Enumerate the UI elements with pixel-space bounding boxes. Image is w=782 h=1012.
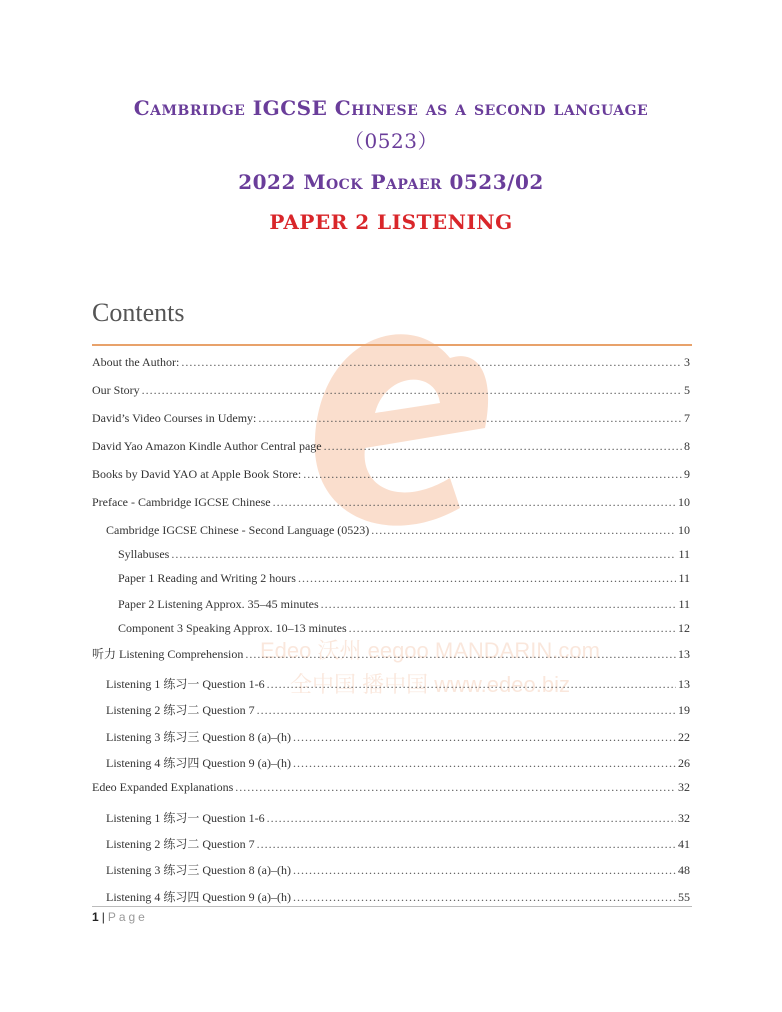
toc-entry-page: 7 xyxy=(684,411,690,425)
toc-entry-label: Edeo Expanded Explanations xyxy=(92,780,234,794)
toc-entry-page: 12 xyxy=(678,621,690,635)
toc-entry-label: Paper 2 Listening Approx. 35–45 minutes xyxy=(118,597,319,611)
toc-entry-page: 41 xyxy=(678,837,690,851)
toc-entry-label: Syllabuses xyxy=(118,547,170,561)
toc-entry-page: 26 xyxy=(678,756,690,770)
toc-entry-label: Cambridge IGCSE Chinese - Second Language (0523) xyxy=(106,523,370,537)
toc-entry-page: 22 xyxy=(678,730,690,744)
toc-leader-dots xyxy=(235,780,676,795)
toc-leader-dots xyxy=(142,383,682,398)
contents-heading: Contents xyxy=(92,298,185,327)
toc-leader-dots xyxy=(267,677,676,692)
toc-entry[interactable] xyxy=(106,754,690,771)
watermark-text-line1: Edeo 沃州 eegoo MANDARIN.com xyxy=(260,638,600,663)
toc-entry-label: Listening 4 练习四 Question 9 (a)–(h) xyxy=(106,890,291,904)
document-title: Cambridge IGCSE Chinese as a second language xyxy=(133,96,649,120)
toc-leader-dots xyxy=(267,811,676,826)
watermark-text-line2: 全中国 播中国 www.edeo.biz xyxy=(290,672,570,697)
toc-entry-page: 9 xyxy=(684,467,690,481)
toc-leader-dots xyxy=(371,523,676,538)
toc-entry-label: Listening 4 练习四 Question 9 (a)–(h) xyxy=(106,756,291,770)
page-footer xyxy=(92,906,692,924)
page-word: Page xyxy=(107,910,148,924)
toc-leader-dots xyxy=(257,703,676,718)
toc-leader-dots xyxy=(293,756,676,771)
paper-title: PAPER 2 LISTENING xyxy=(269,210,513,234)
toc-entry-label: Listening 2 练习二 Question 7 xyxy=(106,837,255,851)
toc-leader-dots xyxy=(181,355,682,370)
toc-leader-dots xyxy=(293,890,676,905)
contents-divider xyxy=(92,344,692,346)
toc-entry[interactable] xyxy=(118,621,690,636)
toc-entry[interactable] xyxy=(106,675,690,692)
toc-entry[interactable] xyxy=(106,835,690,852)
toc-leader-dots xyxy=(298,571,677,586)
toc-entry[interactable] xyxy=(118,597,690,612)
toc-leader-dots xyxy=(303,467,682,482)
footer-separator: | xyxy=(101,910,105,924)
toc-entry-label: Listening 2 练习二 Question 7 xyxy=(106,703,255,717)
toc-entry-page: 13 xyxy=(678,677,690,691)
toc-entry-label: Books by David YAO at Apple Book Store: xyxy=(92,467,302,481)
toc-entry-page: 10 xyxy=(678,523,690,537)
mock-paper-title: 2022 Mock Papaer 0523/02 xyxy=(238,170,544,194)
toc-entry-page: 48 xyxy=(678,863,690,877)
toc-entry-page: 3 xyxy=(684,355,690,369)
toc-leader-dots xyxy=(321,597,677,612)
toc-entry[interactable] xyxy=(92,411,690,426)
toc-entry[interactable] xyxy=(118,547,690,562)
toc-entry[interactable] xyxy=(92,495,690,510)
toc-entry-label: Listening 3 练习三 Question 8 (a)–(h) xyxy=(106,863,291,877)
toc-entry[interactable] xyxy=(92,780,690,795)
toc-entry-label: Our Story xyxy=(92,383,140,397)
toc-entry-page: 8 xyxy=(684,439,690,453)
toc-entry-label: Listening 3 练习三 Question 8 (a)–(h) xyxy=(106,730,291,744)
toc-entry[interactable] xyxy=(92,383,690,398)
toc-leader-dots xyxy=(293,863,676,878)
toc-leader-dots xyxy=(293,730,676,745)
toc-entry[interactable] xyxy=(106,861,690,878)
toc-leader-dots xyxy=(257,837,676,852)
toc-entry[interactable] xyxy=(106,728,690,745)
toc-entry-page: 11 xyxy=(678,597,690,611)
toc-entry-page: 32 xyxy=(678,780,690,794)
toc-entry-page: 11 xyxy=(678,547,690,561)
toc-entry[interactable] xyxy=(92,467,690,482)
toc-entry[interactable] xyxy=(92,439,690,454)
toc-entry-label: Listening 1 练习一 Question 1-6 xyxy=(106,811,265,825)
toc-entry-page: 32 xyxy=(678,811,690,825)
toc-entry-label: Preface - Cambridge IGCSE Chinese xyxy=(92,495,271,509)
page-number: 1 xyxy=(92,910,99,924)
toc-entry-page: 55 xyxy=(678,890,690,904)
toc-entry-label: About the Author: xyxy=(92,355,180,369)
toc-leader-dots xyxy=(245,647,676,662)
toc-entry[interactable] xyxy=(106,523,690,538)
toc-entry[interactable] xyxy=(92,645,690,662)
toc-entry-page: 5 xyxy=(684,383,690,397)
toc-entry-page: 11 xyxy=(678,571,690,585)
toc-entry-page: 13 xyxy=(678,647,690,661)
toc-entry-label: Listening 1 练习一 Question 1-6 xyxy=(106,677,265,691)
toc-entry[interactable] xyxy=(106,701,690,718)
toc-entry[interactable] xyxy=(106,888,690,905)
toc-leader-dots xyxy=(324,439,682,454)
toc-entry[interactable] xyxy=(92,355,690,370)
toc-leader-dots xyxy=(273,495,676,510)
toc-entry-label: Paper 1 Reading and Writing 2 hours xyxy=(118,571,296,585)
toc-entry[interactable] xyxy=(106,809,690,826)
toc-entry-page: 10 xyxy=(678,495,690,509)
toc-entry-label: Component 3 Speaking Approx. 10–13 minutes xyxy=(118,621,347,635)
toc-leader-dots xyxy=(349,621,676,636)
document-code: （0523） xyxy=(344,129,438,153)
toc-entry-label: David’s Video Courses in Udemy: xyxy=(92,411,257,425)
toc-entry-label: 听力 Listening Comprehension xyxy=(92,647,244,661)
toc-entry-label: David Yao Amazon Kindle Author Central page xyxy=(92,439,322,453)
toc-leader-dots xyxy=(258,411,682,426)
toc-entry-page: 19 xyxy=(678,703,690,717)
toc-entry[interactable] xyxy=(118,571,690,586)
toc-leader-dots xyxy=(171,547,676,562)
